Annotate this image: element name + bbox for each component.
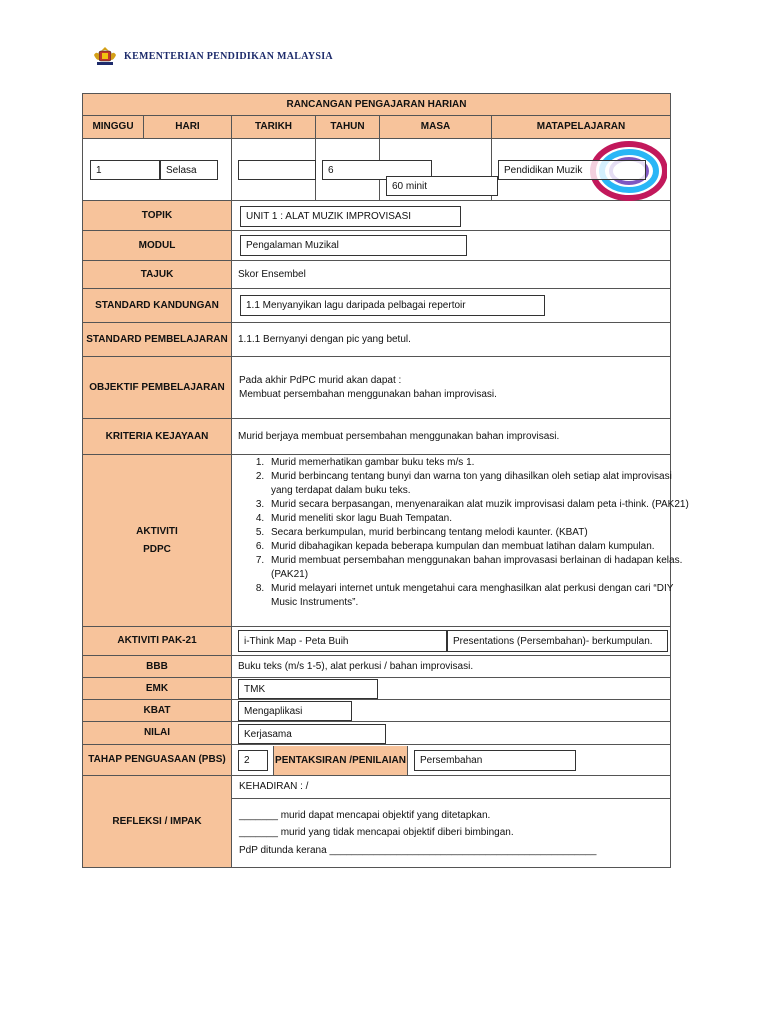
emk-label: EMK — [83, 678, 232, 700]
aktiviti-label — [83, 455, 232, 627]
modul-label: MODUL — [83, 231, 232, 261]
refleksi-line-3: PdP ditunda kerana ________________________________________________ — [239, 845, 597, 856]
list-item: 1. Murid memerhatikan gambar buku teks m/s 1. — [267, 456, 695, 470]
form-title: RANCANGAN PENGAJARAN HARIAN — [83, 94, 670, 116]
matapelajaran-field[interactable]: Pendidikan Muzik — [498, 160, 646, 180]
bbb-value: Buku teks (m/s 1-5), alat perkusi / bahan improvisasi. — [232, 656, 670, 678]
tarikh-field[interactable] — [238, 160, 316, 180]
list-item: 3. Murid secara berpasangan, menyenaraikan alat muzik improvisasi dalam peta i-think. (PAK21) — [267, 498, 695, 512]
list-item: 4. Murid meneliti skor lagu Buah Tempatan. — [267, 512, 695, 526]
col-minggu: MINGGU — [83, 116, 144, 139]
list-item: 2. Murid berbincang tentang bunyi dan warna ton yang dihasilkan oleh setiap alat improvisasi yang terdapat dalam buku teks. — [267, 470, 695, 498]
objektif-line-1: Pada akhir PdPC murid akan dapat : — [239, 375, 402, 386]
kriteria-label: KRITERIA KEJAYAAN — [83, 419, 232, 455]
kbat-label: KBAT — [83, 700, 232, 722]
refleksi-line-1: _______ murid dapat mencapai objektif yang ditetapkan. — [239, 810, 491, 821]
standard-kandungan-field[interactable]: 1.1 Menyanyikan lagu daripada pelbagai repertoir — [240, 295, 545, 316]
list-item: 5. Secara berkumpulan, murid berbincang tentang melodi kaunter. (KBAT) — [267, 526, 695, 540]
nilai-label: NILAI — [83, 722, 232, 745]
kbat-field[interactable]: Mengaplikasi — [238, 701, 352, 721]
topik-field[interactable]: UNIT 1 : ALAT MUZIK IMPROVISASI — [240, 206, 461, 227]
col-tahun: TAHUN — [316, 116, 380, 139]
standard-kandungan-label: STANDARD KANDUNGAN — [83, 289, 232, 323]
objektif-line-2: Membuat persembahan menggunakan bahan improvisasi. — [239, 389, 497, 400]
tajuk-label: TAJUK — [83, 261, 232, 289]
pak21-field-2[interactable]: Presentations (Persembahan)- berkumpulan. — [447, 630, 668, 652]
minggu-field[interactable]: 1 — [90, 160, 160, 180]
topik-label: TOPIK — [83, 201, 232, 231]
tahap-label: TAHAP PENGUASAAN (PBS) — [83, 745, 232, 776]
standard-pembelajaran-label: STANDARD PEMBELAJARAN — [83, 323, 232, 357]
refleksi-label: REFLEKSI / IMPAK — [83, 776, 232, 867]
objektif-label: OBJEKTIF PEMBELAJARAN — [83, 357, 232, 419]
standard-pembelajaran-value: 1.1.1 Bernyanyi dengan pic yang betul. — [232, 323, 670, 357]
pak21-field-1[interactable]: i-Think Map - Peta Buih — [238, 630, 447, 652]
pentaksiran-label: PENTAKSIRAN /PENILAIAN — [273, 746, 408, 775]
list-item: 6. Murid dibahagikan kepada beberapa kumpulan dan membuat latihan dalam kumpulan. — [267, 540, 695, 554]
aktiviti-list — [239, 456, 695, 610]
col-masa: MASA — [380, 116, 492, 139]
aktiviti-label-line-2: PDPC — [143, 543, 171, 555]
bbb-label: BBB — [83, 656, 232, 678]
list-item: 8. Murid melayari internet untuk mengetahui cara menghasilkan alat perkusi dengan cari “DIY Music Instruments”. — [267, 582, 695, 610]
pak21-label: AKTIVITI PAK-21 — [83, 627, 232, 656]
tahun-field[interactable]: 6 — [322, 160, 432, 180]
pentaksiran-field[interactable]: Persembahan — [414, 750, 576, 771]
refleksi-line-2: _______ murid yang tidak mencapai objektif diberi bimbingan. — [239, 827, 514, 838]
page-header — [92, 44, 333, 68]
masa-field[interactable]: 60 minit — [386, 176, 498, 196]
col-matapelajaran: MATAPELAJARAN — [492, 116, 670, 139]
col-tarikh: TARIKH — [232, 116, 316, 139]
tajuk-value: Skor Ensembel — [232, 261, 670, 289]
daily-lesson-plan-form — [82, 93, 689, 868]
col-hari: HARI — [144, 116, 232, 139]
emk-field[interactable]: TMK — [238, 679, 378, 699]
kehadiran-text: KEHADIRAN : / — [239, 781, 309, 792]
aktiviti-label-line-1: AKTIVITI — [136, 525, 178, 537]
ministry-name: KEMENTERIAN PENDIDIKAN MALAYSIA — [124, 50, 333, 62]
list-item: 7. Murid membuat persembahan menggunakan bahan improvasasi berlainan di hadapan kelas. (PAK21) — [267, 554, 695, 582]
nilai-field[interactable]: Kerjasama — [238, 724, 386, 744]
hari-field[interactable]: Selasa — [160, 160, 218, 180]
kriteria-value: Murid berjaya membuat persembahan menggunakan bahan improvisasi. — [232, 419, 670, 455]
tahap-field[interactable]: 2 — [238, 750, 268, 771]
coat-of-arms-icon — [92, 45, 118, 67]
modul-field[interactable]: Pengalaman Muzikal — [240, 235, 467, 256]
